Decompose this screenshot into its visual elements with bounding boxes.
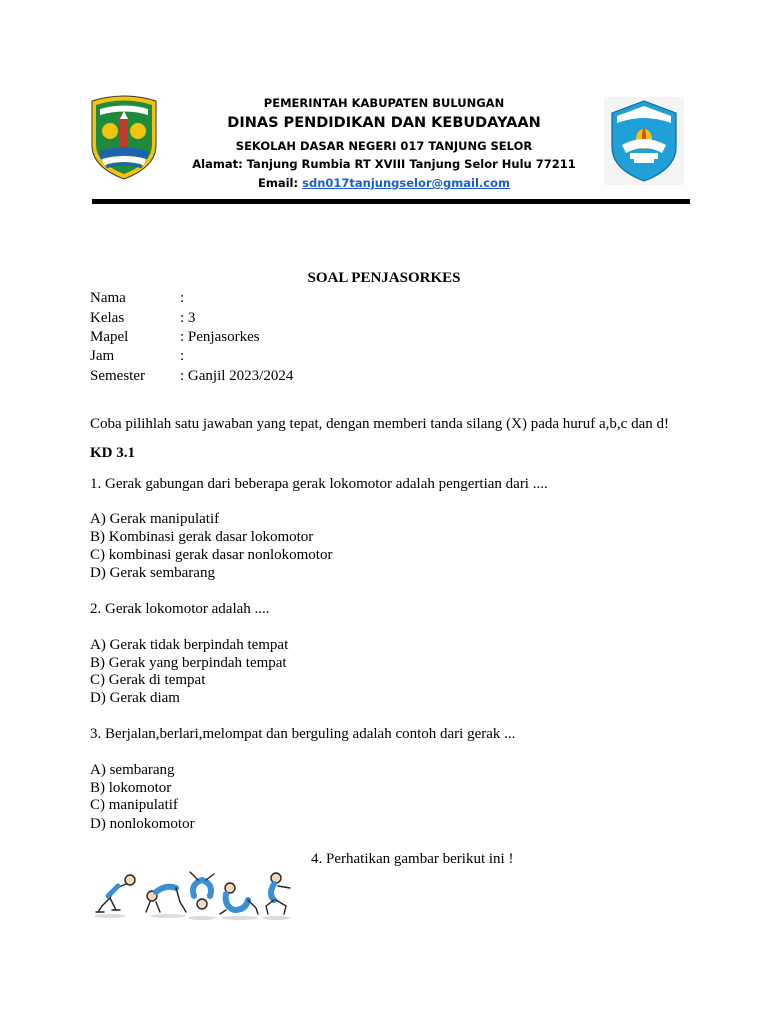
forward-roll-sequence-illustration xyxy=(90,866,300,926)
info-value-mapel: : Penjasorkes xyxy=(180,329,260,345)
info-value-nama: : xyxy=(180,290,185,306)
info-label-jam: Jam xyxy=(90,348,115,364)
q1-option-d[interactable]: D) Gerak sembarang xyxy=(90,565,215,581)
info-value-jam: : xyxy=(180,348,185,364)
question-2: 2. Gerak lokomotor adalah .... xyxy=(90,601,270,617)
q3-option-c[interactable]: C) manipulatif xyxy=(90,797,178,813)
q2-option-a[interactable]: A) Gerak tidak berpindah tempat xyxy=(90,637,289,653)
bulungan-regency-emblem-icon xyxy=(88,93,160,181)
q2-option-d[interactable]: D) Gerak diam xyxy=(90,690,180,706)
page-title: SOAL PENJASORKES xyxy=(307,270,461,286)
q1-option-b[interactable]: B) Kombinasi gerak dasar lokomotor xyxy=(90,529,314,545)
info-label-kelas: Kelas xyxy=(90,310,125,326)
section-heading: KD 3.1 xyxy=(90,445,135,461)
q3-option-b[interactable]: B) lokomotor xyxy=(90,780,172,796)
question-3: 3. Berjalan,berlari,melompat dan berguling adalah contoh dari gerak ... xyxy=(90,726,516,742)
header-department-line: DINAS PENDIDIKAN DAN KEBUDAYAAN xyxy=(227,115,541,131)
q3-option-a[interactable]: A) sembarang xyxy=(90,762,175,778)
q2-option-b[interactable]: B) Gerak yang berpindah tempat xyxy=(90,655,287,671)
info-label-semester: Semester xyxy=(90,368,145,384)
email-link[interactable]: sdn017tanjungselor@gmail.com xyxy=(302,176,510,190)
q1-option-c[interactable]: C) kombinasi gerak dasar nonlokomotor xyxy=(90,547,333,563)
question-4: 4. Perhatikan gambar berikut ini ! xyxy=(311,851,514,867)
email-label: Email: xyxy=(258,176,299,190)
info-label-mapel: Mapel xyxy=(90,329,129,345)
header-email-line xyxy=(190,176,578,190)
q3-option-d[interactable]: D) nonlokomotor xyxy=(90,816,195,832)
header-divider xyxy=(92,199,690,204)
header-address-line: Alamat: Tanjung Rumbia RT XVIII Tanjung Selor Hulu 77211 xyxy=(192,157,576,171)
header-government-line: PEMERINTAH KABUPATEN BULUNGAN xyxy=(263,96,505,110)
info-label-nama: Nama xyxy=(90,290,126,306)
header-school-line: SEKOLAH DASAR NEGERI 017 TANJUNG SELOR xyxy=(235,139,533,153)
q1-option-a[interactable]: A) Gerak manipulatif xyxy=(90,511,220,527)
info-value-kelas: : 3 xyxy=(180,310,196,326)
q2-option-c[interactable]: C) Gerak di tempat xyxy=(90,672,206,688)
instruction-text: Coba pilihlah satu jawaban yang tepat, dengan memberi tanda silang (X) pada huruf a,b,c dan d! xyxy=(90,416,669,432)
question-1: 1. Gerak gabungan dari beberapa gerak lokomotor adalah pengertian dari .... xyxy=(90,476,548,492)
tut-wuri-handayani-emblem-icon xyxy=(604,97,684,185)
info-value-semester: : Ganjil 2023/2024 xyxy=(180,368,294,384)
